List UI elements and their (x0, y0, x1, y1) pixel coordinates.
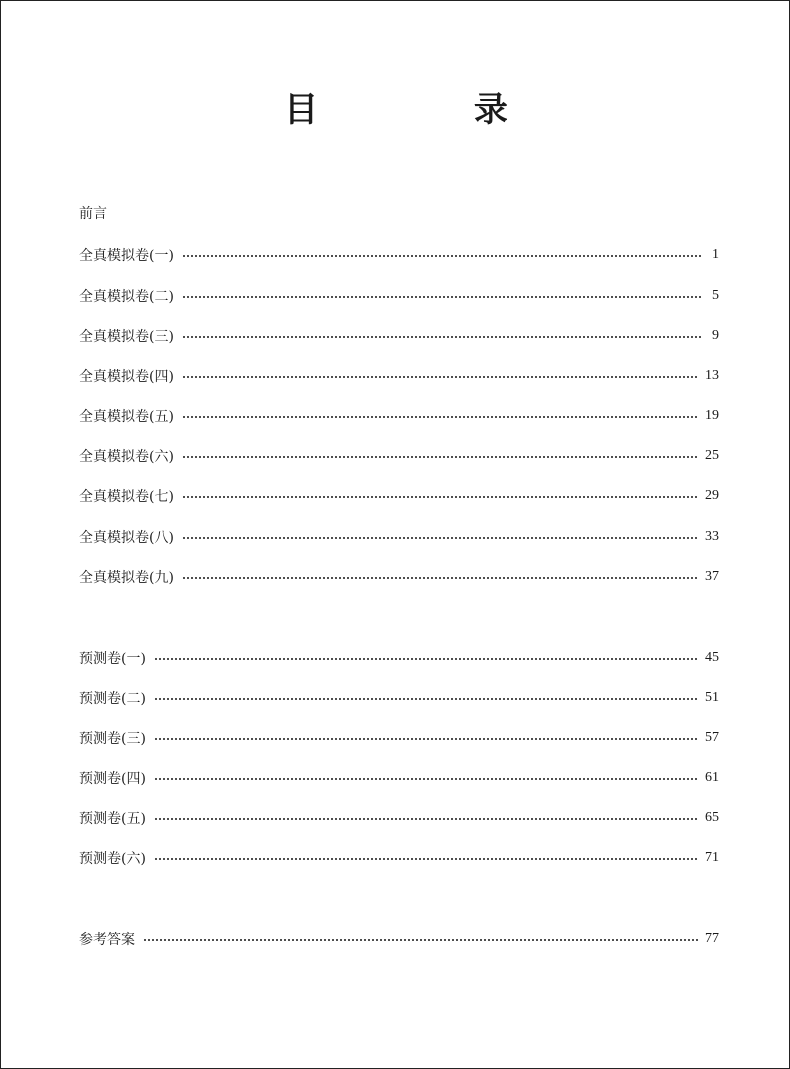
toc-label: 预测卷(四) (79, 771, 146, 787)
toc-label: 预测卷(六) (79, 851, 146, 867)
toc-page-number: 57 (705, 730, 719, 745)
dot-leader (143, 939, 699, 941)
toc-row (79, 484, 719, 508)
toc-label: 全真模拟卷(九) (79, 570, 174, 586)
toc-label: 预测卷(五) (79, 811, 146, 827)
toc-page-number: 65 (705, 810, 719, 825)
toc-row (79, 766, 719, 790)
toc-page-number: 33 (705, 529, 719, 544)
dot-leader (182, 336, 701, 338)
toc-page-number: 37 (705, 569, 719, 584)
dot-leader (154, 698, 699, 700)
toc-row (79, 243, 719, 267)
dot-leader (154, 818, 699, 820)
toc-page-number: 29 (705, 488, 719, 503)
toc-label: 全真模拟卷(七) (79, 489, 174, 505)
page-title: 目 录 (284, 90, 580, 130)
dot-leader (182, 296, 701, 298)
toc-label: 全真模拟卷(二) (79, 289, 174, 305)
dot-leader (182, 255, 701, 257)
toc-label: 参考答案 (79, 932, 135, 948)
toc-page-number: 45 (705, 650, 719, 665)
toc-row (79, 525, 719, 549)
toc-row (79, 646, 719, 670)
dot-leader (182, 496, 699, 498)
dot-leader (154, 658, 699, 660)
dot-leader (154, 778, 699, 780)
toc-label: 全真模拟卷(一) (79, 248, 174, 264)
toc-label: 全真模拟卷(四) (79, 369, 174, 385)
toc-label: 全真模拟卷(八) (79, 530, 174, 546)
dot-leader (182, 577, 699, 579)
toc-label: 预测卷(一) (79, 651, 146, 667)
dot-leader (182, 376, 699, 378)
dot-leader (182, 416, 699, 418)
toc-page-number: 5 (712, 288, 719, 303)
toc-page-number: 9 (712, 328, 719, 343)
toc-row (79, 846, 719, 870)
toc-row (79, 404, 719, 428)
toc-page-number: 19 (705, 408, 719, 423)
toc-label: 预测卷(三) (79, 731, 146, 747)
toc-row (79, 726, 719, 750)
toc-page-number: 61 (705, 770, 719, 785)
dot-leader (154, 738, 699, 740)
toc-row (79, 364, 719, 388)
toc-page-number: 71 (705, 850, 719, 865)
toc-item-preface: 前言 (79, 206, 107, 222)
toc-page-number: 77 (705, 931, 719, 946)
toc-row (79, 284, 719, 308)
dot-leader (182, 537, 699, 539)
toc-page-number: 13 (705, 368, 719, 383)
toc-label: 全真模拟卷(三) (79, 329, 174, 345)
toc-row (79, 444, 719, 468)
toc-row-answers (79, 927, 719, 951)
dot-leader (154, 858, 699, 860)
dot-leader (182, 456, 699, 458)
toc-row (79, 806, 719, 830)
toc-label: 预测卷(二) (79, 691, 146, 707)
toc-page-number: 25 (705, 448, 719, 463)
toc-label: 全真模拟卷(六) (79, 449, 174, 465)
toc-row (79, 686, 719, 710)
toc-page-number: 1 (712, 247, 719, 262)
toc-page-number: 51 (705, 690, 719, 705)
toc-row (79, 324, 719, 348)
toc-label: 全真模拟卷(五) (79, 409, 174, 425)
toc-row (79, 565, 719, 589)
